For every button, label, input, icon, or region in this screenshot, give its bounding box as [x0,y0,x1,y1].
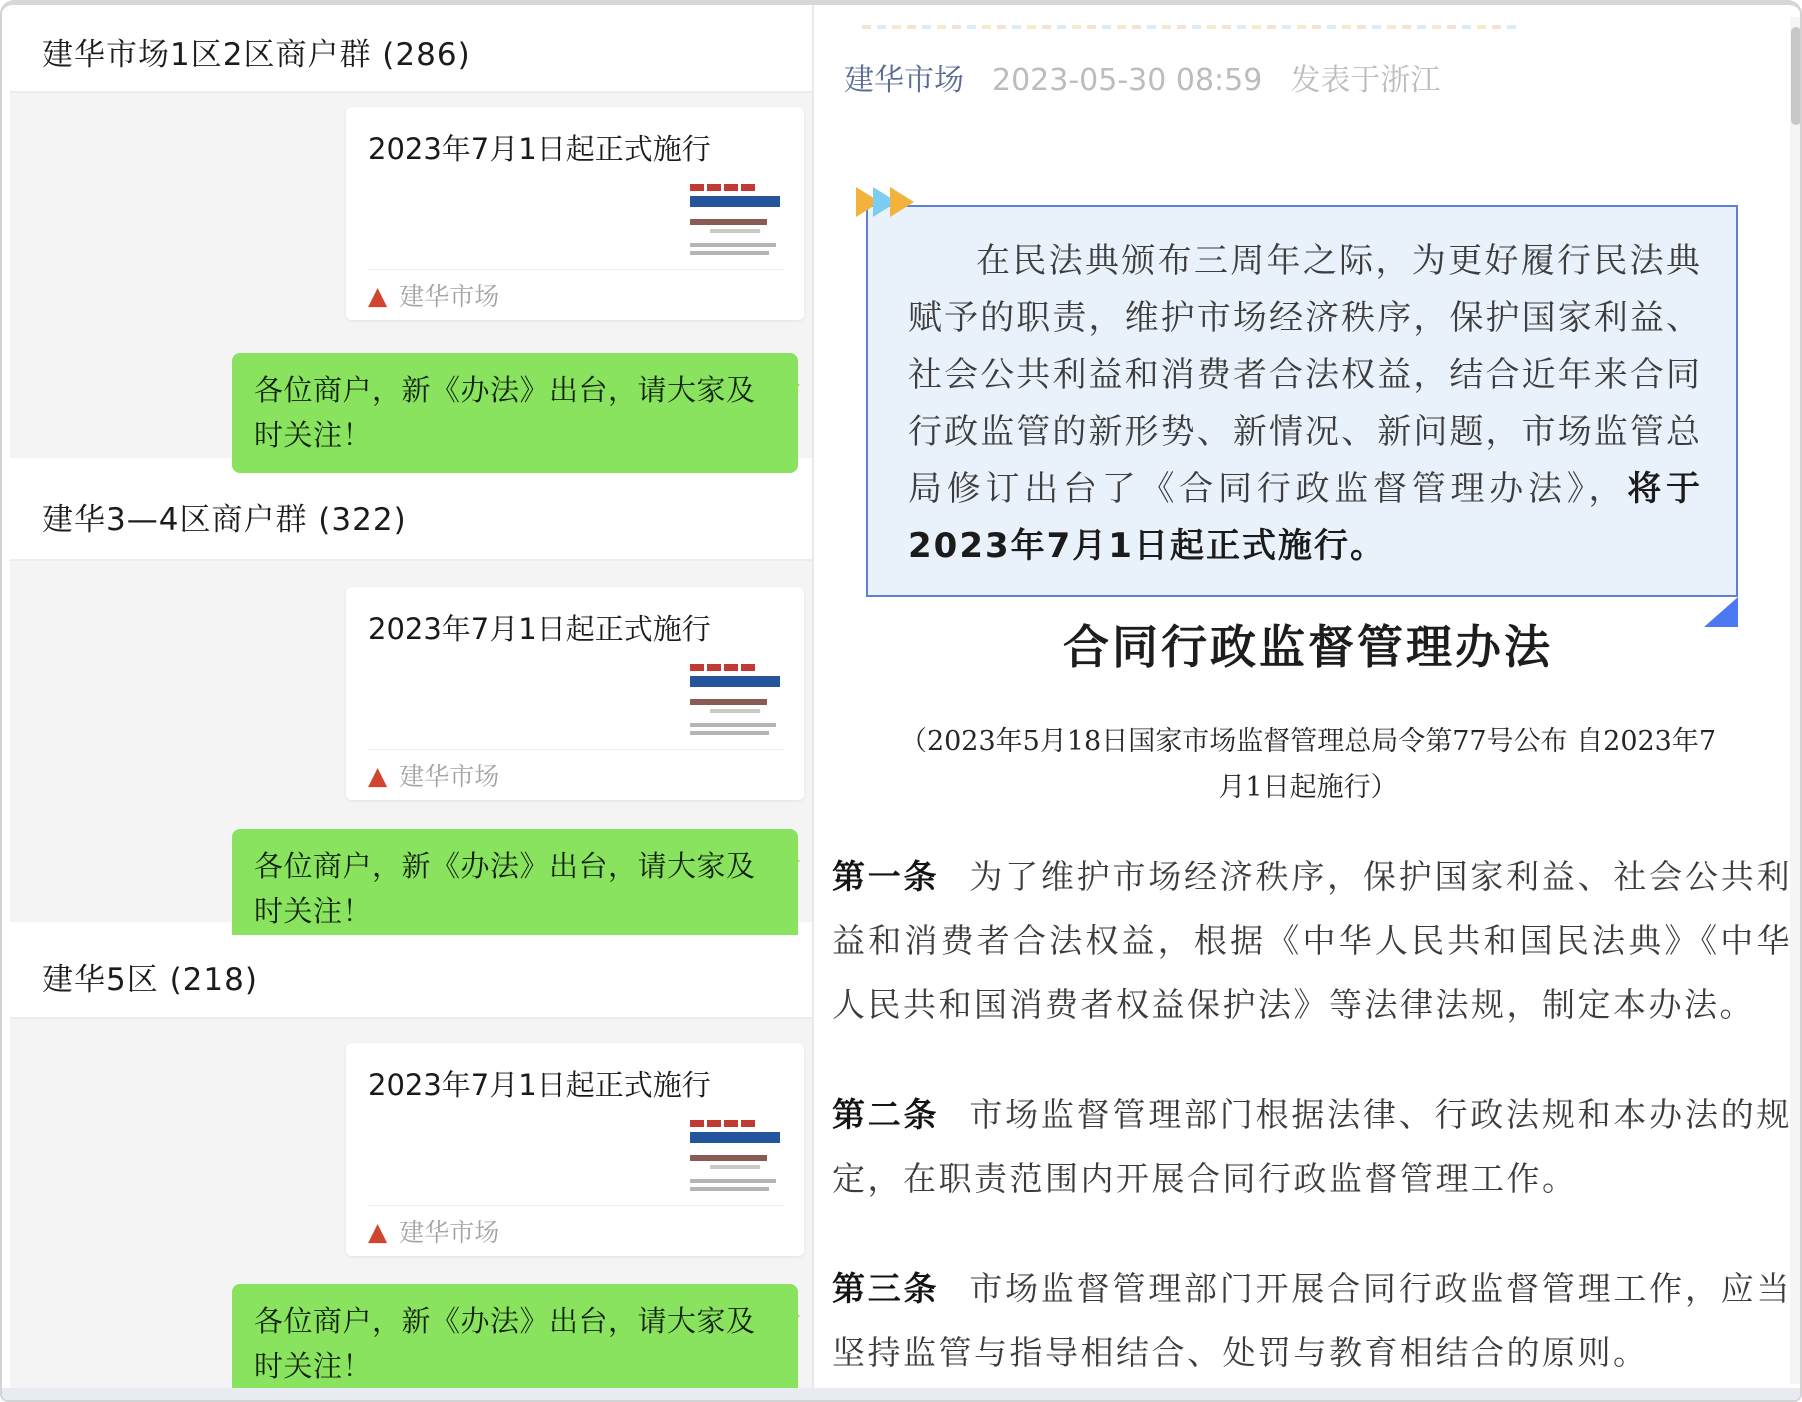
clause-2-label: 第二条 [832,1095,940,1134]
chat-header [10,473,812,561]
clause-1 [832,845,1792,1037]
chat-header [10,11,812,93]
triple-arrow-icon [856,187,907,217]
clause-1-text: 为了维护市场经济秩序，保护国家利益、社会公共利益和消费者合法权益，根据《中华人民共和国民法典》《中华人民共和国消费者权益保护法》等法律法规，制定本办法。 [832,857,1793,1024]
market-logo-icon: ▲ [368,280,388,310]
shared-article-card[interactable] [346,1043,804,1256]
clause-2-text: 市场监督管理部门根据法律、行政法规和本办法的规定，在职责范围内开展合同行政监督管理工作。 [832,1095,1793,1198]
publish-time: 2023-05-30 08:59 [992,63,1263,98]
intro-text-bold: 将于2023年7月1日起正式施行。 [908,469,1702,566]
bottom-edge-strip [2,1388,1800,1400]
regulation-title: 合同行政监督管理办法 [1063,620,1553,674]
subtitle-line-2: 月1日起施行） [1218,772,1398,803]
article-meta-row [844,55,1440,99]
chat-body [10,1019,812,1391]
document-thumbnail [690,1120,780,1191]
article-column [816,5,1802,1400]
group-title: 建华市场1区2区商户群 (286) [42,36,471,73]
group-title: 建华3—4区商户群 (322) [42,501,407,538]
clause-2 [832,1083,1792,1211]
chat-panel-group-2 [10,473,812,928]
chat-screenshots-column [2,5,814,1400]
account-name-link[interactable]: 建华市场 [844,63,964,98]
scrollbar-thumb[interactable] [1791,27,1801,125]
document-thumbnail [690,664,780,735]
chat-body [10,93,812,458]
clause-3-label: 第三条 [832,1269,940,1308]
article-card-title: 2023年7月1日起正式施行 [368,1068,711,1102]
market-logo-icon: ▲ [368,760,388,790]
article-card-title: 2023年7月1日起正式施行 [368,612,711,646]
article-card-content [368,168,784,269]
article-card-source [368,749,784,800]
article-card-title: 2023年7月1日起正式施行 [368,132,711,166]
sent-message-bubble: 各位商户，新《办法》出台，请大家及时关注！ [232,1284,798,1402]
chat-body [10,561,812,928]
regulation-body [832,845,1792,1402]
clause-3-text: 市场监督管理部门开展合同行政监督管理工作，应当坚持监管与指导相结合、处罚与教育相结合的原则。 [832,1269,1793,1372]
sent-message-bubble: 各位商户，新《办法》出台，请大家及时关注！ [232,829,798,949]
article-card-source [368,269,784,320]
source-name: 建华市场 [399,762,500,791]
intro-callout-box [866,205,1738,597]
chat-panel-group-1 [10,11,812,458]
shared-article-card[interactable] [346,107,804,320]
regulation-subtitle [828,719,1788,811]
document-thumbnail [690,184,780,255]
subtitle-line-1: （2023年5月18日国家市场监督管理总局令第77号公布 自2023年7 [899,726,1717,757]
publish-location: 发表于浙江 [1290,63,1441,98]
group-title: 建华5区 (218) [42,961,258,998]
article-card-content [368,1104,784,1205]
shared-article-card[interactable] [346,587,804,800]
chat-header [10,935,812,1019]
source-name: 建华市场 [399,1218,500,1247]
source-name: 建华市场 [399,282,500,311]
article-card-content [368,648,784,749]
decorative-dotted-line [862,25,1522,29]
intro-text-normal: 在民法典颁布三周年之际，为更好履行民法典赋予的职责，维护市场经济秩序，保护国家利益、社会公共利益和消费者合法权益，结合近年来合同行政监管的新形势、新情况、新问题，市场监管总局修订出台了《合同行政监督管理办法》， [908,241,1702,509]
market-logo-icon: ▲ [368,1216,388,1246]
clause-1-label: 第一条 [832,857,940,896]
sent-message-bubble: 各位商户，新《办法》出台，请大家及时关注！ [232,353,798,473]
chat-panel-group-3 [10,935,812,1391]
clause-3 [832,1257,1792,1385]
article-card-source [368,1205,784,1256]
intro-text [908,233,1702,575]
